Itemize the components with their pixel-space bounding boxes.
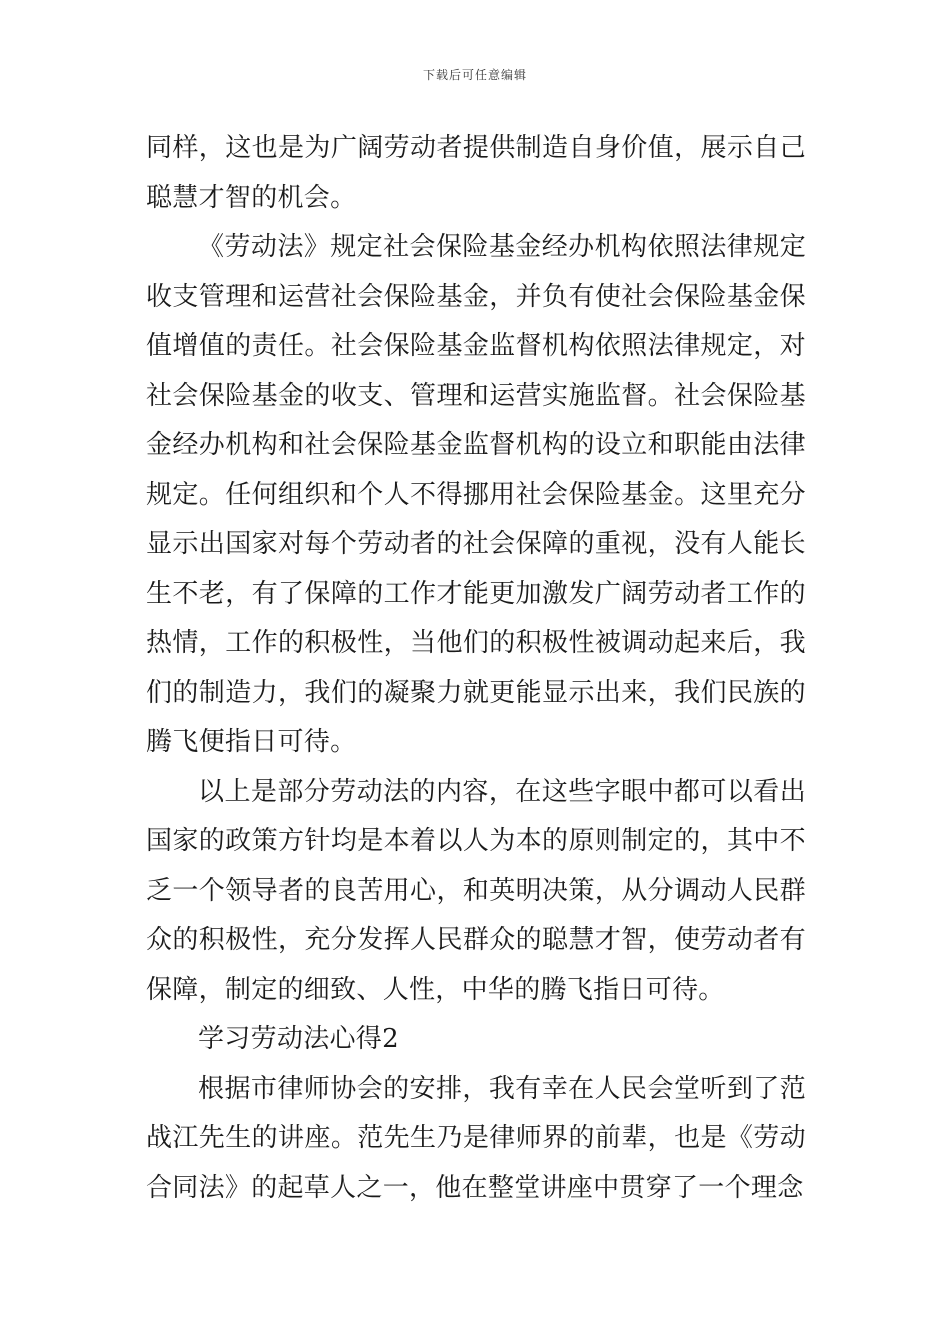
page-header: 下载后可任意编辑 bbox=[422, 68, 527, 82]
paragraph-lecture: 根据市律师协会的安排，我有幸在人民会堂听到了范战江先生的讲座。范先生乃是律师界的前辈，也是《劳动合同法》的起草人之一，他在整堂讲座中贯穿了一个理念 bbox=[146, 1073, 806, 1203]
document-body bbox=[146, 124, 806, 1213]
paragraph-continuation: 同样，这也是为广阔劳动者提供制造自身价值，展示自己聪慧才智的机会。 bbox=[146, 133, 806, 213]
paragraph-social-insurance: 《劳动法》规定社会保险基金经办机构依照法律规定收支管理和运营社会保险基金，并负有使社会保险基金保值增值的责任。社会保险基金监督机构依照法律规定，对社会保险基金的收支、管理和运营实施监督。社会保险基金经办机构和社会保险基金监督机构的设立和职能由法律规定。任何组织和个人不得挪用社会保险基金。这里充分显示出国家对每个劳动者的社会保障的重视，没有人能长生不老，有了保障的工作才能更加激发广阔劳动者工作的热情，工作的积极性，当他们的积极性被调动起来后，我们的制造力，我们的凝聚力就更能显示出来，我们民族的腾飞便指日可待。 bbox=[146, 232, 806, 757]
section-heading: 学习劳动法心得2 bbox=[198, 1024, 399, 1054]
paragraph-summary: 以上是部分劳动法的内容，在这些字眼中都可以看出国家的政策方针均是本着以人为本的原则制定的，其中不乏一个领导者的良苦用心，和英明决策，从分调动人民群众的积极性，充分发挥人民群众的聪慧才智，使劳动者有保障，制定的细致、人性，中华的腾飞指日可待。 bbox=[146, 776, 806, 1005]
